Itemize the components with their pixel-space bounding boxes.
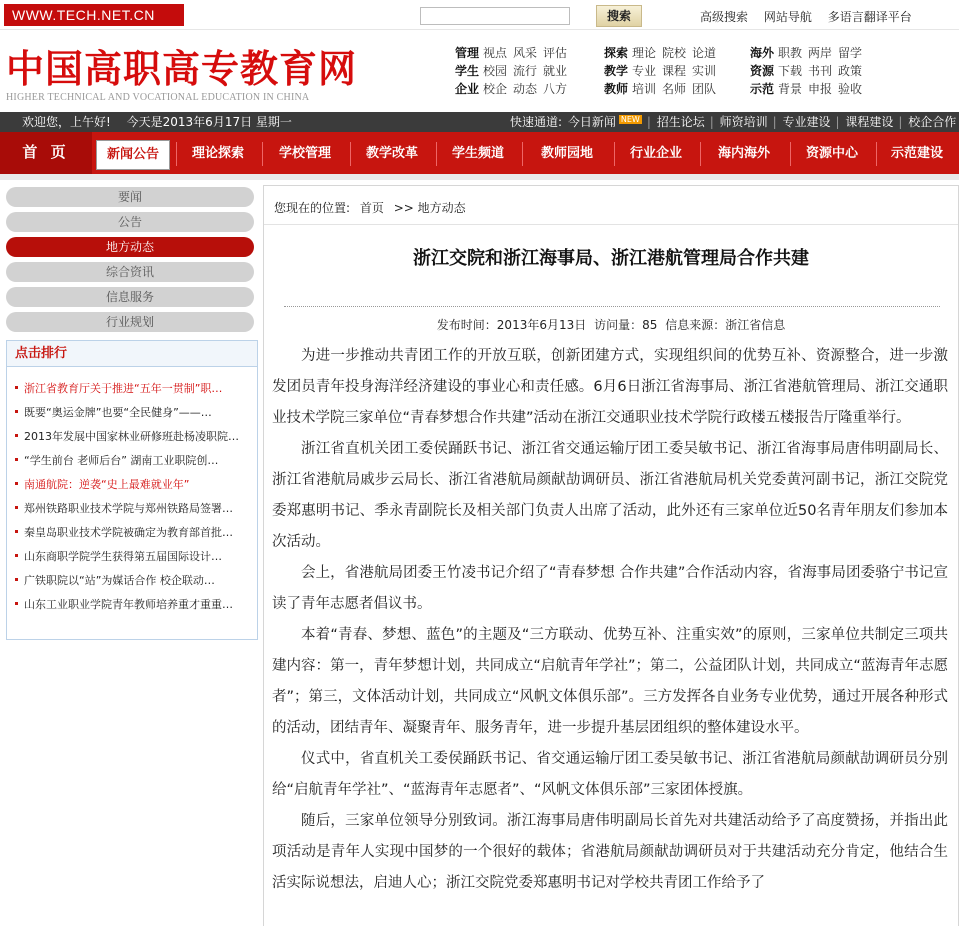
header-link-head[interactable]: 教学: [604, 64, 629, 78]
header-link[interactable]: 就业: [543, 64, 568, 78]
header-link[interactable]: 动态: [513, 82, 538, 96]
site-url-badge[interactable]: WWW.TECH.NET.CN: [4, 4, 184, 26]
header-links-group-2: [604, 44, 722, 98]
sidebar-item-headlines[interactable]: 要闻: [6, 187, 254, 207]
divider: [264, 224, 958, 225]
site-navigation-link[interactable]: 网站导航: [763, 10, 812, 24]
header-link[interactable]: 评估: [543, 46, 568, 60]
nav-item-school-management[interactable]: 学校管理: [278, 146, 331, 161]
header-link[interactable]: 风采: [513, 46, 538, 60]
nav-item-news[interactable]: 新闻公告: [96, 140, 170, 170]
quick-link[interactable]: 师资培训: [719, 115, 768, 129]
view-count: 访问量：85: [594, 318, 658, 332]
sidebar-item-announcements[interactable]: 公告: [6, 212, 254, 232]
ranking-item[interactable]: 2013年发展中国家林业研修班赴杨凌职院…: [15, 429, 255, 445]
top-bar: [0, 0, 959, 30]
bullet-icon: [15, 434, 18, 437]
greeting-text: 欢迎您，上午好!: [22, 115, 111, 129]
article-title: 浙江交院和浙江海事局、浙江港航管理局合作共建: [413, 248, 809, 269]
header-link-head[interactable]: 示范: [750, 82, 775, 96]
bullet-icon: [15, 386, 18, 389]
info-source: 信息来源：浙江省信息: [665, 318, 786, 332]
article-paragraph: 浙江省直机关团工委侯踊跃书记、浙江省交通运输厅团工委吴敏书记、浙江省海事局唐伟明副局长、浙江省港航局戚步云局长、浙江省港航局颜献劼调研员、浙江省港航局机关党委黄河副书记，浙江交院党委郑惠明书记、季永青副院长及相关部门负责人出席了活动，此外还有三家单位近50名青年朋友们参加本次活动。: [272, 441, 948, 550]
header-link-head[interactable]: 教师: [604, 82, 629, 96]
ranking-item[interactable]: 浙江省教育厅关于推进“五年一贯制”职…: [15, 381, 255, 397]
article-paragraph: 为进一步推动共青团工作的开放互联，创新团建方式，实现组织间的优势互补、资源整合，进一步激发团员青年投身海洋经济建设的事业心和责任感。6月6日浙江省海事局、浙江省港航管理局、浙江交通职业技术学院三家单位“青春梦想合作共建”活动在浙江交通职业技术学院行政楼五楼报告厅隆重举行。: [272, 348, 948, 426]
bullet-icon: [15, 554, 18, 557]
header-link-head[interactable]: 资源: [750, 64, 775, 78]
nav-home[interactable]: 首 页: [0, 132, 92, 174]
bullet-icon: [15, 506, 18, 509]
quick-link[interactable]: 校企合作: [908, 115, 957, 129]
date-text: 今天是2013年6月17日 星期一: [126, 115, 292, 129]
header-link[interactable]: 申报: [808, 82, 833, 96]
header-link-head[interactable]: 探索: [604, 46, 629, 60]
bullet-icon: [15, 410, 18, 413]
bullet-icon: [15, 530, 18, 533]
ranking-item[interactable]: 南通航院：逆袭“史上最难就业年”: [15, 477, 255, 493]
article-body: [272, 341, 948, 899]
breadcrumb-home[interactable]: 首页: [359, 201, 384, 215]
bullet-icon: [15, 602, 18, 605]
header-link[interactable]: 培训: [632, 82, 657, 96]
header-link[interactable]: 实训: [692, 64, 717, 78]
nav-item-industry[interactable]: 行业企业: [629, 146, 682, 161]
header-link[interactable]: 专业: [632, 64, 657, 78]
header-link[interactable]: 流行: [513, 64, 538, 78]
breadcrumb-local-news[interactable]: >> 地方动态: [393, 201, 466, 215]
header-link-head[interactable]: 管理: [455, 46, 480, 60]
main-nav: [0, 132, 959, 174]
sidebar-item-local-news[interactable]: 地方动态: [6, 237, 254, 257]
nav-item-theory[interactable]: 理论探索: [191, 146, 244, 161]
top-links: [700, 8, 924, 25]
quick-link[interactable]: 专业建设: [782, 115, 831, 129]
header-link[interactable]: 下载: [778, 64, 803, 78]
search-input[interactable]: [420, 7, 570, 25]
quick-links: 快速通道: 今日新闻 NEW | 招生论坛 | 师资培训 | 专业建设 | 课程建设 | 校企合作: [510, 115, 957, 129]
sidebar-item-general-info[interactable]: 综合资讯: [6, 262, 254, 282]
bullet-icon: [15, 578, 18, 581]
site-logo-english: HIGHER TECHNICAL AND VOCATIONAL EDUCATION IN CHINA: [6, 92, 310, 103]
header-link[interactable]: 背景: [778, 82, 803, 96]
article-paragraph: 随后，三家单位领导分别致词。浙江海事局唐伟明副局长首先对共建活动给予了高度赞扬，并指出此项活动是青年人实现中国梦的一个很好的载体；省港航局颜献劼调研员对于共建活动充分肯定，他结合生活实际说想法，启迪人心；浙江交院党委郑惠明书记对学校共青团工作给予了: [272, 813, 948, 891]
article-paragraph: 会上，省港航局团委王竹凌书记介绍了“青春梦想 合作共建”合作活动内容，省海事局团委骆宁书记宣读了青年志愿者倡议书。: [272, 565, 948, 612]
header-link-head[interactable]: 学生: [455, 64, 480, 78]
breadcrumb: [274, 199, 472, 216]
site-logo[interactable]: 中国高职高专教育网: [6, 46, 358, 91]
site-header: [0, 30, 959, 112]
article-paragraph: 本着“青春、梦想、蓝色”的主题及“三方联动、优势互补、注重实效”的原则，三家单位共制定三项共建内容：第一，青年梦想计划，共同成立“启航青年学社”；第二，公益团队计划，共同成立“蓝海青年志愿者”；第三，文体活动计划，共同成立“风帆文体俱乐部”。三方发挥各自业务专业优势，通过开展各种形式的活动，团结青年、凝聚青年、服务青年，进一步提升基层团组织的整体建设水平。: [272, 627, 948, 736]
bullet-icon: [15, 458, 18, 461]
quick-link-today-news[interactable]: 今日新闻: [567, 115, 616, 129]
header-links-group-3: [750, 44, 868, 98]
ranking-item[interactable]: 秦皇岛职业技术学院被确定为教育部首批…: [15, 525, 255, 541]
breadcrumb-label: 您现在的位置:: [274, 201, 351, 215]
click-ranking-panel: [6, 340, 258, 640]
ranking-item[interactable]: 郑州铁路职业技术学院与郑州铁路局签署…: [15, 501, 255, 517]
header-links-group-1: [455, 44, 573, 98]
search-button[interactable]: 搜索: [596, 5, 642, 27]
publish-date: 发布时间：2013年6月13日: [436, 318, 587, 332]
quick-link[interactable]: 课程建设: [845, 115, 894, 129]
bullet-icon: [15, 482, 18, 485]
header-link[interactable]: 论道: [692, 46, 717, 60]
sidebar-item-industry-planning[interactable]: 行业规划: [6, 312, 254, 332]
header-link[interactable]: 院校: [662, 46, 687, 60]
quick-link[interactable]: 招生论坛: [656, 115, 705, 129]
header-link-head[interactable]: 海外: [750, 46, 775, 60]
header-link[interactable]: 理论: [632, 46, 657, 60]
header-link[interactable]: 留学: [838, 46, 863, 60]
divider: [284, 306, 940, 307]
header-link[interactable]: 政策: [838, 64, 863, 78]
header-link[interactable]: 八方: [543, 82, 568, 96]
ranking-item[interactable]: 既要“奥运金牌”也要“全民健身”——…: [15, 405, 255, 421]
ranking-item[interactable]: 山东商职学院学生获得第五届国际设计…: [15, 549, 255, 565]
header-link[interactable]: 两岸: [808, 46, 833, 60]
nav-item-resources[interactable]: 资源中心: [805, 146, 858, 161]
header-link[interactable]: 书刊: [808, 64, 833, 78]
article-meta: [264, 316, 958, 333]
ranking-item[interactable]: 广铁职院以“站”为媒话合作 校企联动…: [15, 573, 255, 589]
translation-platform-link[interactable]: 多语言翻译平台: [827, 10, 912, 24]
header-link-head[interactable]: 企业: [455, 82, 480, 96]
ranking-item[interactable]: 山东工业职业学院青年教师培养重才重重…: [15, 597, 255, 613]
header-link[interactable]: 视点: [483, 46, 508, 60]
article-panel: [263, 185, 959, 926]
sidebar-item-info-services[interactable]: 信息服务: [6, 287, 254, 307]
nav-item-teachers[interactable]: 教师园地: [540, 146, 593, 161]
click-ranking-title: 点击排行: [7, 341, 257, 367]
nav-shadow: [0, 174, 959, 180]
new-badge-icon: NEW: [620, 115, 640, 124]
article-paragraph: 仪式中，省直机关工委侯踊跃书记、省交通运输厅团工委吴敏书记、浙江省港航局颜献劼调研员分别给“启航青年学社”、“蓝海青年志愿者”、“风帆文体俱乐部”三家团体授旗。: [272, 751, 948, 798]
header-link[interactable]: 校企: [483, 82, 508, 96]
header-link[interactable]: 团队: [692, 82, 717, 96]
header-link[interactable]: 验收: [838, 82, 863, 96]
quick-links-label: 快速通道:: [510, 115, 563, 129]
ranking-item[interactable]: “学生前台 老师后台” 湖南工业职院创…: [15, 453, 255, 469]
nav-item-demonstration[interactable]: 示范建设: [890, 146, 943, 161]
nav-item-teaching-reform[interactable]: 教学改革: [365, 146, 418, 161]
nav-item-overseas[interactable]: 海内海外: [717, 146, 770, 161]
header-link[interactable]: 校园: [483, 64, 508, 78]
welcome-bar: [0, 112, 959, 132]
nav-item-students[interactable]: 学生频道: [451, 146, 504, 161]
advanced-search-link[interactable]: 高级搜索: [700, 10, 749, 24]
header-link[interactable]: 名师: [662, 82, 687, 96]
header-link[interactable]: 课程: [662, 64, 687, 78]
header-link[interactable]: 职教: [778, 46, 803, 60]
